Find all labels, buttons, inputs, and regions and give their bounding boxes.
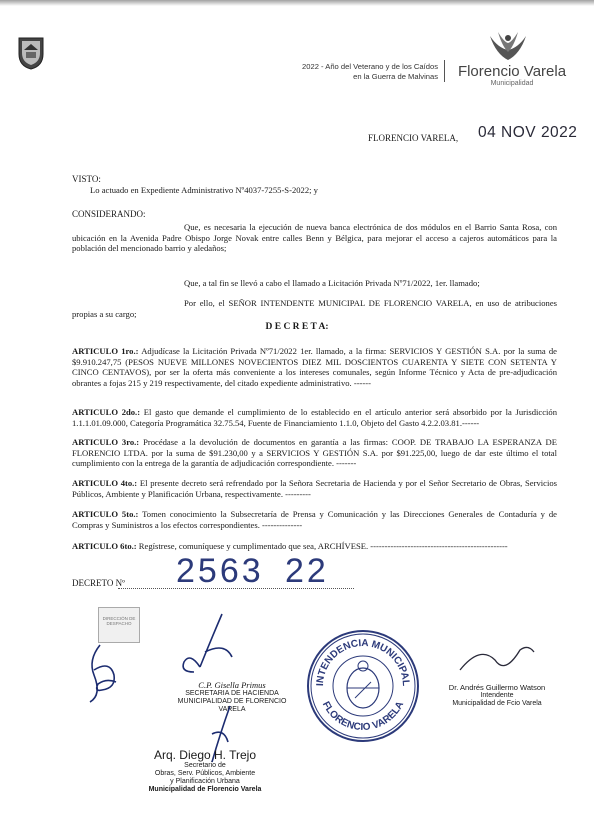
considerando-p2-text: Que, a tal fin se llevó a cabo el llamado a Licitación Privada Nº71/2022, 1er. llamado; bbox=[184, 278, 480, 288]
intendente-signature-block bbox=[432, 684, 562, 708]
motto-line-1: 2022 - Año del Veterano y de los Caídos bbox=[302, 62, 438, 71]
article-3-label: ARTICULO 3ro.: bbox=[72, 437, 140, 447]
visto-text: Lo actuado en Expediente Administrativo Nº4037-7255-S-2022; y bbox=[90, 185, 318, 195]
obras-name: Arq. Diego H. Trejo bbox=[153, 748, 257, 762]
brand-subtitle: Municipalidad bbox=[490, 80, 534, 87]
article-5-label: ARTICULO 5to.: bbox=[72, 509, 139, 519]
decreto-number: 2563 bbox=[176, 552, 264, 590]
obras-title-3: y Planificación Urbana bbox=[170, 778, 240, 785]
article-3-text: Procédase a la devolución de documentos en garantía a las firmas: COOP. DE TRABAJO LA ESPERANZA DE FLORENCIO LTDA. por la suma de $91.230,00 y a SERVICIOS Y GESTIÓN S.A. por $91.225,00, luego de dar este último el total cumplimiento con la entrega de la garantía de adjudicación correspondiente. ------- bbox=[72, 437, 557, 469]
seal-top-text: INTENDENCIA MUNICIPAL bbox=[314, 637, 412, 687]
hacienda-signature-scribble bbox=[170, 612, 250, 682]
coat-of-arms-logo bbox=[16, 36, 46, 70]
article-6-label: ARTICULO 6to.: bbox=[72, 541, 137, 551]
article-6 bbox=[72, 541, 557, 552]
article-3 bbox=[72, 437, 557, 469]
article-6-text: Regístrese, comuníquese y cumplimentado que sea, ARCHÍVESE. ------------------------------------------------ bbox=[138, 541, 508, 551]
obras-signature-block bbox=[140, 748, 270, 794]
brand-name: Florencio Varela bbox=[457, 63, 567, 80]
article-4-text: El presente decreto será refrendado por la Señora Secretaria de Hacienda y por el Señor Secretario de Obras, Servicios Públicos, Ambiente y Planificación Urbana, respectivamente. --------- bbox=[72, 478, 557, 499]
seal-bottom-text: FLORENCIO VARELA bbox=[319, 699, 407, 734]
article-5 bbox=[72, 509, 557, 530]
obras-title-2: Obras, Serv. Públicos, Ambiente bbox=[154, 770, 256, 777]
decreto-underline bbox=[118, 588, 354, 589]
header-motto bbox=[200, 62, 438, 81]
hacienda-title-2: MUNICIPALIDAD DE FLORENCIO VARELA bbox=[177, 698, 287, 713]
svg-text:INTENDENCIA MUNICIPAL bbox=[315, 638, 411, 686]
obras-title-1: Secretario de bbox=[184, 762, 226, 769]
article-5-text: Tomen conocimiento la Subsecretaría de Prensa y Comunicación y las Direcciones Generales de Contaduría y de Compras y Suministros a los efectos correspondientes. -------------- bbox=[72, 509, 557, 530]
article-1-text: Adjudícase la Licitación Privada Nº71/2022 1er. llamado, a la firma: SERVICIOS Y GESTIÓN S.A. por la suma de $9.910.247,75 (PESOS NUEVE MILLONES NOVECIENTOS DIEZ MIL DOSCIENTOS CUARENTA Y SIETE CON SETENTA Y CINCO CENTAVOS), por ser la oferta más conveniente a los intereses comunales, según Informe Técnico y Acta de pre-adjudicación obrantes a fojas 215 y 219 respectivamente, del citado expediente administrativo. ------ bbox=[72, 346, 557, 388]
intendente-title-1: Intendente bbox=[480, 692, 514, 699]
obras-title-4: Municipalidad de Florencio Varela bbox=[148, 786, 262, 793]
considerando-paragraph-1 bbox=[72, 222, 557, 254]
article-4-label: ARTICULO 4to.: bbox=[72, 478, 138, 488]
intendente-title-2: Municipalidad de Fcio Varela bbox=[452, 700, 542, 707]
municipal-seal bbox=[305, 628, 421, 744]
article-1-label: ARTICULO 1ro.: bbox=[72, 346, 139, 356]
stamp-line-2: DESPACHO bbox=[106, 621, 132, 626]
article-2-label: ARTICULO 2do.: bbox=[72, 407, 141, 417]
considerando-paragraph-3 bbox=[72, 298, 557, 319]
decreta-heading: D E C R E T A: bbox=[265, 322, 329, 332]
considerando-paragraph-2 bbox=[72, 278, 557, 289]
despacho-stamp-box bbox=[98, 607, 140, 643]
initials-signature bbox=[80, 640, 130, 710]
article-2-text: El gasto que demande el cumplimiento de lo establecido en el artículo anterior será absorbido por la Jurisdicción 1.1.1.01.09.000, Categoría Programática 32.75.54, Fuente de Financiamiento 1.1.0, Objeto del Gasto 4.2.2.03.81.------ bbox=[72, 407, 558, 428]
article-2 bbox=[72, 407, 557, 428]
intendente-signature-scribble bbox=[450, 640, 540, 680]
article-1 bbox=[72, 346, 557, 388]
intendente-name: Dr. Andrés Guillermo Watson bbox=[448, 683, 546, 692]
date-stamp: 04 NOV 2022 bbox=[478, 124, 578, 141]
florencio-varela-logo bbox=[486, 30, 530, 62]
stamp-line-1: DIRECCIÓN DE bbox=[102, 616, 136, 621]
considerando-p1-text: Que, es necesaria la ejecución de nueva banca electrónica de dos módulos en el Barrio Santa Rosa, con ubicación en la Avenida Padre Obispo Jorge Novak entre calles Benn y Bélgica, para mejorar el acceso a cajeros automáticos para la población del mencionado barrio y aledaños; bbox=[72, 222, 557, 254]
decreto-label: DECRETO Nº bbox=[72, 578, 125, 588]
motto-line-2: en la Guerra de Malvinas bbox=[353, 71, 438, 81]
considerando-heading: CONSIDERANDO: bbox=[72, 209, 146, 219]
considerando-p3-text: Por ello, el SEÑOR INTENDENTE MUNICIPAL DE FLORENCIO VARELA, en uso de atribuciones propias a su cargo; bbox=[72, 298, 557, 319]
top-border bbox=[0, 0, 594, 6]
article-4 bbox=[72, 478, 557, 499]
place-label: FLORENCIO VARELA, bbox=[368, 133, 459, 143]
decreto-year: 22 bbox=[285, 552, 329, 590]
visto-heading: VISTO: bbox=[72, 174, 101, 184]
hacienda-name: C.P. Gisella Primus bbox=[198, 680, 266, 690]
header-divider bbox=[444, 60, 445, 82]
hacienda-title-1: SECRETARIA DE HACIENDA bbox=[185, 690, 279, 697]
